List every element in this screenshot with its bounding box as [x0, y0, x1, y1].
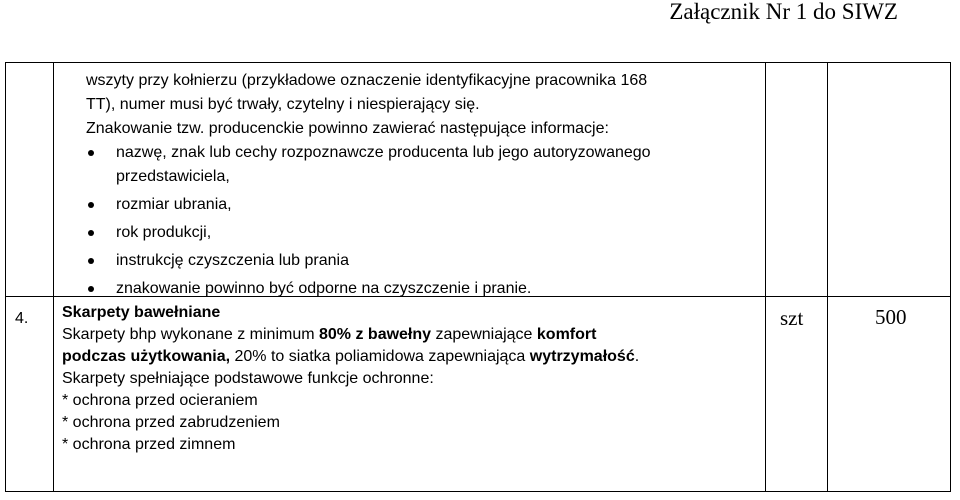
- description-line-2: podczas użytkowania, 20% to siatka poliamidowa zapewniająca wytrzymałość.: [62, 348, 640, 365]
- list-item: rozmiar ubrania,: [86, 193, 756, 217]
- col-divider-unit: [827, 62, 828, 492]
- bullet-icon: [88, 202, 94, 208]
- list-item: nazwę, znak lub cechy rozpoznawcze producenta lub jego autoryzowanego: [86, 141, 756, 165]
- product-title: Skarpety bawełniane: [62, 304, 221, 321]
- description-line-6: * ochrona przed zimnem: [62, 436, 236, 453]
- description-line-3: Skarpety spełniające podstawowe funkcje ochronne:: [62, 370, 434, 387]
- list-item-continuation: przedstawiciela,: [116, 168, 230, 185]
- col-divider-description: [765, 62, 766, 492]
- unit-cell: szt: [780, 306, 804, 330]
- quantity-cell: 500: [875, 305, 907, 329]
- page-header-title: Załącznik Nr 1 do SIWZ: [669, 0, 898, 24]
- description-line-1: Skarpety bhp wykonane z minimum 80% z bawełny zapewniające komfort: [62, 326, 597, 343]
- table-bottom-border: [5, 491, 951, 492]
- list-item: instrukcję czyszczenia lub prania: [86, 249, 756, 273]
- labeling-info-list: [86, 141, 756, 301]
- prev-row-line-3: Znakowanie tzw. producenckie powinno zawierać następujące informacje:: [86, 120, 609, 137]
- table-right-border: [950, 62, 951, 492]
- prev-row-description: [86, 69, 756, 301]
- bullet-icon: [88, 230, 94, 236]
- bullet-icon: [88, 258, 94, 264]
- list-item: znakowanie powinno być odporne na czyszczenie i pranie.: [86, 277, 756, 301]
- bullet-icon: [88, 286, 94, 292]
- list-item: rok produkcji,: [86, 221, 756, 245]
- row4-description: [62, 302, 762, 456]
- description-line-4: * ochrona przed ocieraniem: [62, 392, 258, 409]
- specification-table: [5, 62, 951, 492]
- table-left-border: [5, 62, 6, 492]
- col-divider-number: [53, 62, 54, 492]
- description-line-5: * ochrona przed zabrudzeniem: [62, 414, 280, 431]
- prev-row-line-2: TT), numer musi być trwały, czytelny i niespierający się.: [86, 96, 480, 113]
- bullet-icon: [88, 150, 94, 156]
- table-top-border: [5, 62, 951, 63]
- row-number: 4.: [15, 310, 29, 327]
- prev-row-line-1: wszyty przy kołnierzu (przykładowe oznaczenie identyfikacyjne pracownika 168: [86, 72, 648, 89]
